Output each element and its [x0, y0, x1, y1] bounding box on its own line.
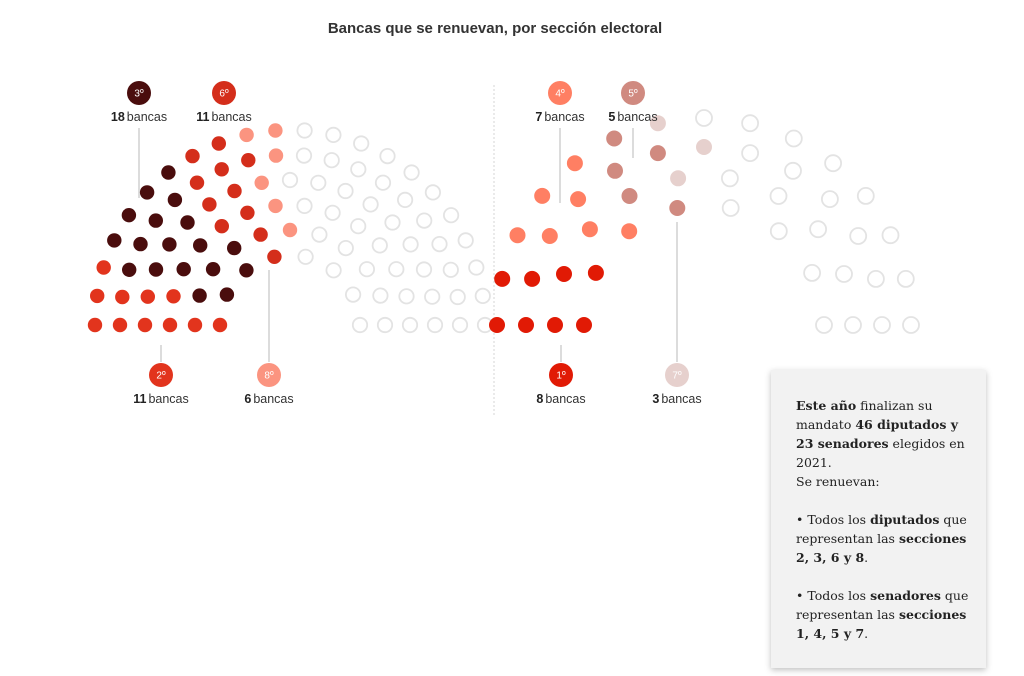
- seat-empty: [810, 221, 826, 237]
- seat-renewed: [494, 271, 510, 287]
- info-text-segment: que representan las: [796, 588, 969, 622]
- seat-empty: [771, 188, 787, 204]
- seat-renewed: [534, 188, 550, 204]
- seat-renewed: [133, 237, 147, 251]
- seat-empty: [898, 271, 914, 287]
- info-text-segment: secciones 2, 3, 6 y 8: [796, 531, 967, 565]
- seat-renewed: [122, 263, 136, 277]
- seat-renewed: [192, 288, 206, 302]
- info-text-segment: Este año: [796, 398, 857, 413]
- seat-renewed: [215, 162, 229, 176]
- seat-empty: [444, 263, 458, 277]
- section-seat-count: [535, 110, 584, 124]
- seat-renewed: [166, 289, 180, 303]
- seat-renewed: [607, 163, 623, 179]
- seat-renewed: [542, 228, 558, 244]
- seat-renewed: [227, 241, 241, 255]
- seat-empty: [804, 265, 820, 281]
- seat-empty: [417, 213, 431, 227]
- info-text-segment: diputados: [870, 512, 940, 527]
- seat-renewed: [582, 221, 598, 237]
- seat-empty: [822, 191, 838, 207]
- seat-empty: [476, 289, 490, 303]
- seat-renewed: [149, 213, 163, 227]
- section-badge-label: 7º: [672, 370, 682, 382]
- seat-renewed: [283, 223, 297, 237]
- seat-renewed: [220, 287, 234, 301]
- seat-renewed: [213, 318, 227, 332]
- section-badge-label: 4º: [555, 88, 565, 100]
- section-badge-label: 5º: [628, 88, 638, 100]
- seat-empty: [742, 115, 758, 131]
- seat-empty: [786, 131, 802, 147]
- seat-renewed: [115, 290, 129, 304]
- seat-empty: [723, 200, 739, 216]
- seat-count-unit: bancas: [617, 110, 658, 124]
- seat-empty: [816, 317, 832, 333]
- info-paragraph-senadores: [796, 586, 972, 643]
- seat-empty: [451, 290, 465, 304]
- info-text-segment: elegidos en 2021.: [796, 436, 965, 470]
- seat-renewed: [669, 200, 685, 216]
- seat-count-value: 11: [196, 110, 210, 124]
- seat-renewed: [202, 197, 216, 211]
- seat-empty: [373, 288, 387, 302]
- seat-renewed: [650, 145, 666, 161]
- seat-empty: [385, 215, 399, 229]
- seat-empty: [325, 153, 339, 167]
- seat-empty: [825, 155, 841, 171]
- seat-empty: [459, 233, 473, 247]
- seat-renewed: [489, 317, 505, 333]
- seat-empty: [696, 110, 712, 126]
- seat-renewed: [215, 219, 229, 233]
- seat-empty: [298, 250, 312, 264]
- seat-empty: [389, 262, 403, 276]
- seat-empty: [297, 148, 311, 162]
- seat-count-value: 5: [608, 110, 616, 124]
- info-box: [771, 370, 986, 668]
- seat-renewed: [161, 165, 175, 179]
- seat-empty: [378, 318, 392, 332]
- seat-empty: [444, 208, 458, 222]
- seat-count-value: 11: [133, 392, 147, 406]
- section-seat-count: [111, 110, 167, 124]
- seat-renewed: [188, 318, 202, 332]
- section-seat-count: [196, 110, 252, 124]
- seat-renewed: [185, 149, 199, 163]
- seat-count-unit: bancas: [545, 392, 586, 406]
- seat-renewed: [162, 237, 176, 251]
- seat-empty: [426, 185, 440, 199]
- seat-renewed: [107, 233, 121, 247]
- seat-empty: [425, 290, 439, 304]
- section-badge-label: 6º: [219, 88, 229, 100]
- seat-count-unit: bancas: [544, 110, 585, 124]
- seat-empty: [338, 184, 352, 198]
- seat-renewed: [90, 289, 104, 303]
- seat-renewed: [622, 188, 638, 204]
- seat-renewed: [576, 317, 592, 333]
- info-text-segment: .: [864, 626, 869, 641]
- info-text-segment: finalizan su mandato: [796, 398, 933, 432]
- seat-renewed: [588, 265, 604, 281]
- seat-renewed: [510, 227, 526, 243]
- seat-empty: [453, 318, 467, 332]
- seat-empty: [351, 162, 365, 176]
- seat-renewed: [518, 317, 534, 333]
- seat-empty: [312, 227, 326, 241]
- seat-renewed: [239, 128, 253, 142]
- seat-empty: [850, 228, 866, 244]
- seat-renewed: [163, 318, 177, 332]
- seat-empty: [404, 165, 418, 179]
- seat-empty: [360, 262, 374, 276]
- seat-renewed: [113, 318, 127, 332]
- section-seat-count: [133, 392, 189, 406]
- seat-count-unit: bancas: [253, 392, 294, 406]
- section-badge-label: 1º: [556, 370, 566, 382]
- seat-empty: [469, 260, 483, 274]
- seat-renewed: [570, 191, 586, 207]
- seat-empty: [399, 289, 413, 303]
- seat-empty: [722, 170, 738, 186]
- seat-renewed: [670, 170, 686, 186]
- seat-count-value: 3: [652, 392, 660, 406]
- seat-count-unit: bancas: [126, 110, 168, 124]
- seat-renewed: [567, 155, 583, 171]
- seat-empty: [771, 223, 787, 239]
- seat-renewed: [239, 263, 253, 277]
- seat-renewed: [240, 206, 254, 220]
- info-text-segment: • Todos los: [796, 588, 871, 603]
- seat-empty: [428, 318, 442, 332]
- section-seat-count: [652, 392, 701, 406]
- seat-count-value: 18: [110, 110, 125, 124]
- seat-renewed: [190, 176, 204, 190]
- seat-empty: [432, 237, 446, 251]
- seat-empty: [403, 318, 417, 332]
- info-text-segment: que representan las: [796, 512, 967, 546]
- section-badge-label: 8º: [264, 370, 274, 382]
- seat-empty: [354, 136, 368, 150]
- seat-empty: [297, 199, 311, 213]
- seat-empty: [858, 188, 874, 204]
- seat-renewed: [556, 266, 572, 282]
- seat-renewed: [206, 262, 220, 276]
- seat-empty: [380, 149, 394, 163]
- seat-count-value: 7: [535, 110, 543, 124]
- seat-empty: [874, 317, 890, 333]
- seat-renewed: [141, 290, 155, 304]
- info-paragraph-summary: [796, 396, 972, 472]
- seat-renewed: [122, 208, 136, 222]
- seat-renewed: [227, 184, 241, 198]
- seat-count-unit: bancas: [148, 392, 189, 406]
- seat-renewed: [621, 223, 637, 239]
- seat-renewed: [255, 176, 269, 190]
- chart-title: Bancas que se renuevan, por sección electoral: [327, 20, 663, 37]
- seat-empty: [868, 271, 884, 287]
- seat-renewed: [524, 271, 540, 287]
- seat-renewed: [268, 123, 282, 137]
- seat-renewed: [88, 318, 102, 332]
- seat-empty: [417, 262, 431, 276]
- seat-empty: [373, 238, 387, 252]
- seat-empty: [353, 318, 367, 332]
- seat-empty: [903, 317, 919, 333]
- section-seat-count: [608, 110, 657, 124]
- seat-empty: [845, 317, 861, 333]
- seat-renewed: [269, 148, 283, 162]
- seat-empty: [883, 227, 899, 243]
- seat-renewed: [547, 317, 563, 333]
- seat-empty: [836, 266, 852, 282]
- seat-renewed: [268, 199, 282, 213]
- section-seat-count: [244, 392, 293, 406]
- seat-renewed: [193, 238, 207, 252]
- seat-empty: [742, 145, 758, 161]
- info-text-segment: • Todos los: [796, 512, 871, 527]
- seat-empty: [363, 197, 377, 211]
- seat-renewed: [212, 136, 226, 150]
- seat-empty: [785, 163, 801, 179]
- info-paragraph-renew: [796, 472, 972, 491]
- seat-renewed: [140, 185, 154, 199]
- info-text-segment: secciones 1, 4, 5 y 7: [796, 607, 967, 641]
- seat-renewed: [696, 139, 712, 155]
- seat-empty: [403, 237, 417, 251]
- seat-renewed: [241, 153, 255, 167]
- info-paragraph-diputados: [796, 510, 972, 567]
- section-badge-label: 3º: [134, 88, 144, 100]
- seat-renewed: [138, 318, 152, 332]
- seat-renewed: [168, 193, 182, 207]
- seat-empty: [376, 176, 390, 190]
- seat-count-value: 6: [244, 392, 252, 406]
- section-badge-label: 2º: [156, 370, 166, 382]
- seat-count-unit: bancas: [661, 392, 702, 406]
- seat-empty: [398, 193, 412, 207]
- info-text-segment: Se renuevan:: [796, 474, 880, 489]
- seat-empty: [283, 173, 297, 187]
- info-text-segment: .: [864, 550, 869, 565]
- seat-count-value: 8: [536, 392, 544, 406]
- seat-renewed: [177, 262, 191, 276]
- seat-empty: [351, 219, 365, 233]
- seat-renewed: [253, 227, 267, 241]
- seat-renewed: [606, 131, 622, 147]
- section-seat-count: [536, 392, 585, 406]
- seat-empty: [339, 241, 353, 255]
- seat-empty: [297, 123, 311, 137]
- seat-renewed: [267, 250, 281, 264]
- seat-renewed: [149, 262, 163, 276]
- seat-empty: [346, 287, 360, 301]
- seat-empty: [311, 176, 325, 190]
- info-text-segment: 46 diputados y 23 senadores: [796, 417, 959, 451]
- seat-empty: [325, 206, 339, 220]
- seat-renewed: [180, 215, 194, 229]
- seat-empty: [326, 128, 340, 142]
- seat-renewed: [97, 260, 111, 274]
- seat-count-unit: bancas: [211, 110, 252, 124]
- seat-empty: [326, 263, 340, 277]
- info-text-segment: senadores: [870, 588, 941, 603]
